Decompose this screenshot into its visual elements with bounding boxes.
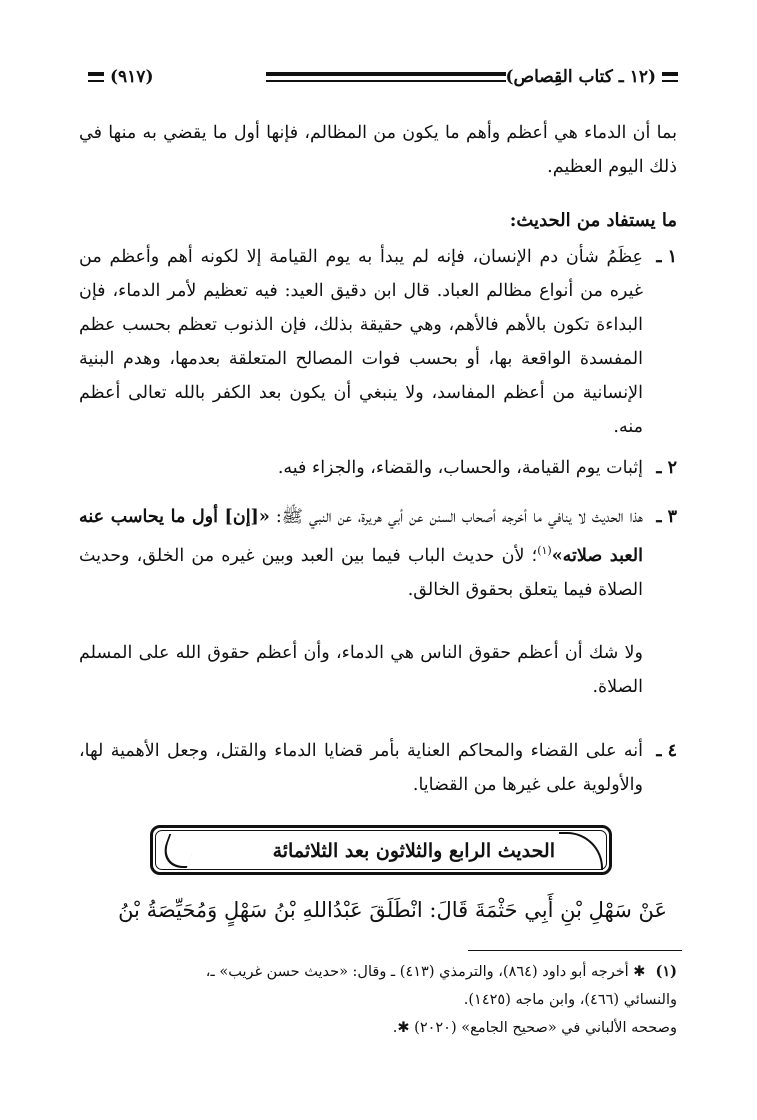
item-text-before: هذا الحديث لا ينافي ما أخرجه أصحاب السنن عن أبي هريرة، عن النبي ﷺ: [269,507,643,527]
hadith-title: الحديث الرابع والثلاثون بعد الثلاثمائة [272,840,555,862]
intro-paragraph: بما أن الدماء هي أعظم وأهم ما يكون من المظالم، فإنها أول ما يقضي به منها في ذلك اليوم العظيم. [79,123,677,177]
item-text-after: ؛ لأن حديث الباب فيما بين العبد وبين غيره من الخلق، وحديث الصلاة فيما يتعلق بحقوق الخالق. [79,545,643,600]
benefit-item-3 [79,500,677,607]
benefit-item-4 [79,734,677,802]
footnote-ref[interactable]: (١) [537,544,552,557]
item-text [79,500,643,607]
footnote-rule [468,950,682,951]
header-rule-main [266,72,506,82]
item-number: ٢ ـ [656,458,677,478]
footnote-text-1: ✱ أخرجه أبو داود (٨٦٤)، والترمذي (٤١٣) ـ وقال: «حديث حسن غريب» ـ، [205,964,646,980]
box-ornament-right [559,832,603,870]
item-text: إثبات يوم القيامة، والحساب، والقضاء، والجزاء فيه. [277,458,643,478]
benefit-item-2 [79,451,677,485]
hadith-quote: «[إن] أول ما يحاسب عنه العبد صلاته» [79,507,643,566]
header-rule-right [662,72,678,82]
hadith-opening-line: عَنْ سَهْلِ بْنِ أَبِي حَثْمَةَ قَالَ: انْطَلَقَ عَبْدُاللهِ بْنُ سَهْلٍ وَمُحَيِّصَةُ بْنُ [118,898,667,922]
footnote-line-2: والنسائي (٤٦٦)، وابن ماجه (١٤٢٥). [463,992,677,1008]
item-number: ٤ ـ [656,741,677,761]
item-text: أنه على القضاء والمحاكم العناية بأمر قضايا الدماء والقتل، وجعل الأهمية لها، والأولوية على غيرها من القضايا. [79,741,643,795]
item-text: عِظَمُ شأن دم الإنسان، فإنه لم يبدأ به يوم القيامة إلا لكونه أهم وأعظم من غيره من أنواع مظالم العباد. قال ابن دقيق العيد: فيه تعظيم لأمر الدماء، فإن البداءة تكون بالأهم فالأهم، وهي حقيقة بذلك، فإن الذنوب تعظم بحسب عظم المفسدة الواقعة بها، أو بحسب فوات المصالح المتعلقة بعدمها، وهدم البنية الإنسانية من أعظم المفاسد، ولا ينبغي أن يكون بعد الكفر بالله تعالى أعظم منه. [79,247,643,437]
chapter-title: (١٢ ـ كتاب القِصاص) [505,67,656,87]
footnote-line-1 [77,958,677,986]
footnote-number: (١) [655,963,677,980]
hadith-title-box [150,825,612,875]
benefits-heading: ما يستفاد من الحديث: [509,210,677,231]
item-number: ٣ ـ [656,507,677,527]
benefit-item-1 [79,240,677,444]
item-number: ١ ـ [656,247,677,267]
box-ornament-left [157,834,199,868]
footnote-line-3: وصححه الألباني في «صحيح الجامع» (٢٠٢٠) ✱. [392,1020,677,1036]
page-number: (٩١٧) [110,67,154,87]
item-3-paragraph-2: ولا شك أن أعظم حقوق الناس هي الدماء، وأن أعظم حقوق الله على المسلم الصلاة. [79,643,643,697]
header-rule-left [88,72,104,82]
page-header [88,64,678,90]
